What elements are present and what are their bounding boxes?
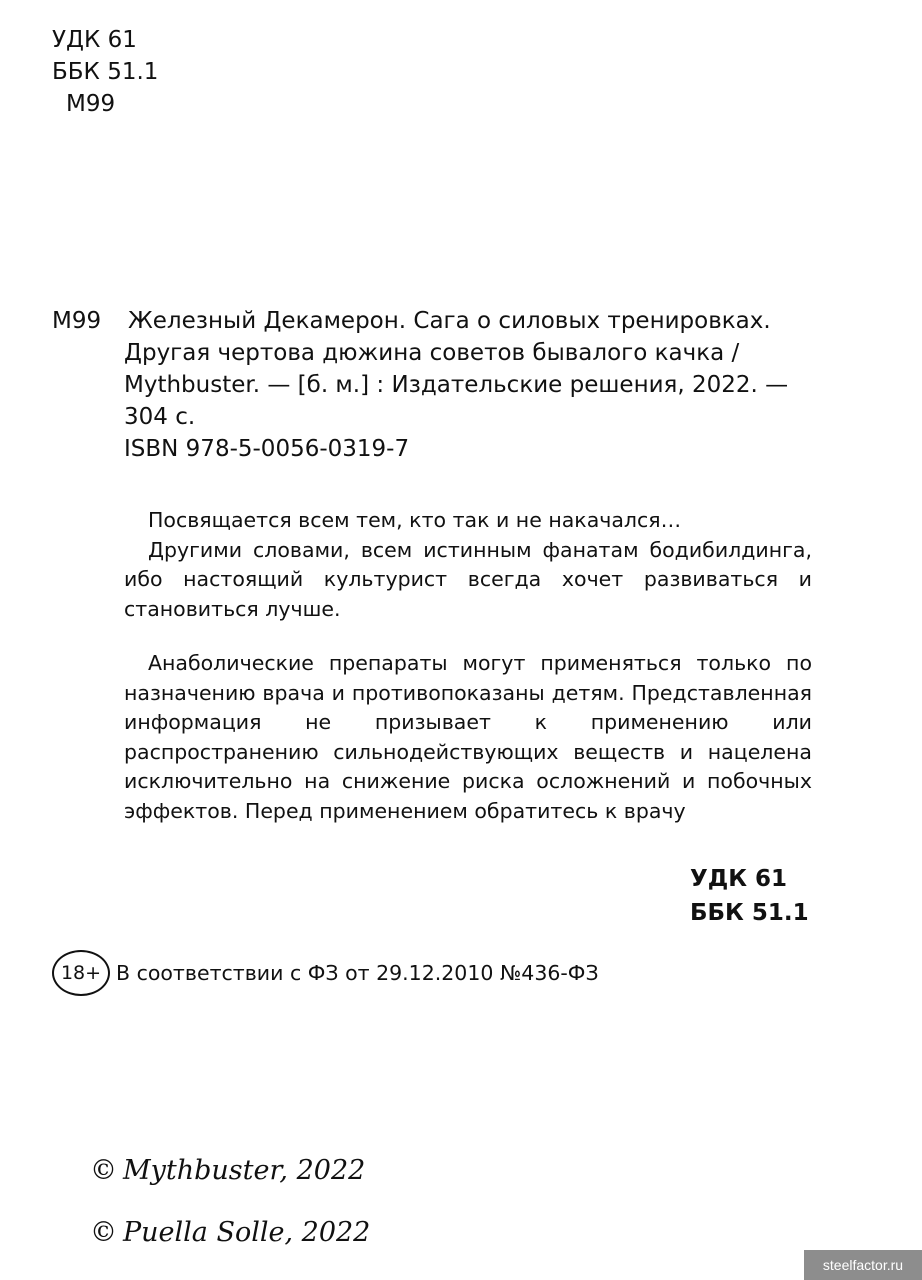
warning-text: Анаболические препараты могут применяться только по назначению врача и противопоказаны детям. Представленная информация не призывает к применению или распространению сильнодействующих веществ и нацелена исключительно на снижение риска осложнений и побочных эффектов. Перед применением обратитесь к врачу [124,651,812,823]
udk-code: УДК 61 [52,27,137,53]
copyright-design-text: Puella Solle, 2022 [123,1217,371,1248]
age-rating [52,947,599,999]
copyright-author [90,1155,365,1186]
dedication-line-1: Посвящается всем тем, кто так и не накачался… [148,508,682,532]
copyright-design [90,1217,370,1248]
copyright-author-text: Mythbuster, 2022 [123,1155,366,1186]
classification-codes-bottom [690,862,809,930]
age-rating-badge: 18+ [52,950,110,996]
entry-pages-line: 304 с. [124,404,196,430]
copyright-icon: © [90,1217,117,1248]
bbk-code: ББК 51.1 [52,59,159,85]
entry-isbn-line: ISBN 978-5-0056-0319-7 [124,436,410,462]
entry-subtitle-line: Другая чертова дюжина советов бывалого качка / [124,340,740,366]
dedication [124,506,812,624]
copyright-icon: © [90,1155,117,1186]
entry-author-mark: М99 [52,308,102,334]
entry-text [124,305,812,465]
site-watermark: steelfactor.ru [804,1250,922,1280]
classification-codes-top [52,24,158,120]
dedication-line-2: Другими словами, всем истинным фанатам бодибилдинга, ибо настоящий культурист всегда хочет развиваться и становиться лучше. [124,537,812,621]
bbk-code-bold: ББК 51.1 [690,900,809,926]
medical-warning [124,649,812,826]
age-rating-text: В соответствии с ФЗ от 29.12.2010 №436-ФЗ [116,961,599,985]
bibliographic-entry [52,305,812,465]
udk-code-bold: УДК 61 [690,866,788,892]
entry-publisher-line: Mythbuster. — [б. м.] : Издательские решения, 2022. — [124,372,789,398]
author-mark: М99 [66,91,116,117]
entry-title-line: Железный Декамерон. Сага о силовых тренировках. [128,308,771,334]
